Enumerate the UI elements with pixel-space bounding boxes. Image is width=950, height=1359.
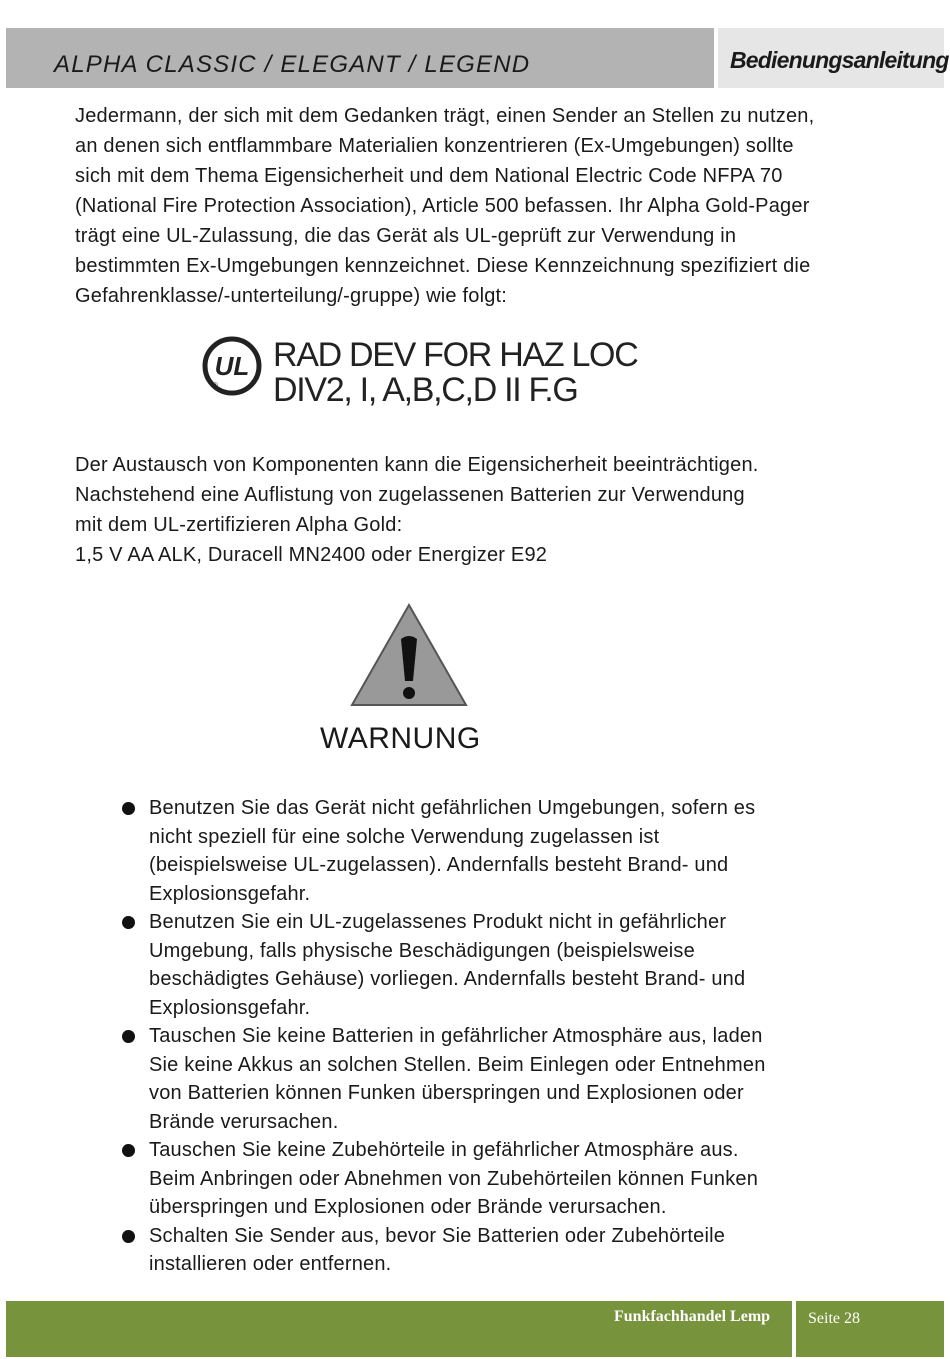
bullet-line: installieren oder entfernen. <box>149 1253 392 1275</box>
bullet-line: (beispielsweise UL-zugelassen). Andernfalls besteht Brand- und <box>149 854 729 876</box>
battery-line: 1,5 V AA ALK, Duracell MN2400 oder Energizer E92 <box>75 544 548 566</box>
bullet-line: Tauschen Sie keine Batterien in gefährlicher Atmosphäre aus, laden <box>149 1025 763 1047</box>
bullet-dot-icon <box>122 1030 135 1043</box>
battery-line: Der Austausch von Komponenten kann die Eigensicherheit beeinträchtigen. <box>75 454 759 476</box>
bullet-dot-icon <box>122 916 135 929</box>
ul-logo-icon <box>202 336 262 396</box>
document-title: ALPHA CLASSIC / ELEGANT / LEGEND <box>54 51 531 78</box>
footer-company: Funkfachhandel Lemp <box>614 1308 771 1325</box>
warning-label: WARNUNG <box>320 722 481 755</box>
bullet-line: nicht speziell für eine solche Verwendung zugelassen ist <box>149 825 660 848</box>
intro-line: sich mit dem Thema Eigensicherheit und dem National Electric Code NFPA 70 <box>75 165 783 187</box>
list-item <box>120 794 766 908</box>
ul-logo-text: UL <box>214 351 250 381</box>
ul-mark-line-2: DIV2, I, A,B,C,D II F.G <box>273 371 578 409</box>
intro-paragraph <box>75 101 814 311</box>
battery-line: mit dem UL-zertifizieren Alpha Gold: <box>75 514 403 536</box>
bullet-line: überspringen und Explosionen oder Brände verursachen. <box>149 1196 667 1218</box>
page-number: Seite 28 <box>808 1310 860 1327</box>
battery-line: Nachstehend eine Auflistung von zugelassenen Batterien zur Verwendung <box>75 484 745 506</box>
bullet-line: beschädigtes Gehäuse) vorliegen. Andernfalls besteht Brand- und <box>149 968 746 990</box>
list-item <box>120 908 766 1022</box>
document-type-label: Bedienungsanleitung <box>730 47 949 73</box>
bullet-dot-icon <box>122 1230 135 1243</box>
bullet-line: von Batterien können Funken überspringen und Explosionen oder <box>149 1082 744 1104</box>
battery-paragraph <box>75 450 759 570</box>
list-item <box>120 1136 766 1222</box>
intro-line: bestimmten Ex-Umgebungen kennzeichnet. Diese Kennzeichnung spezifiziert die <box>75 255 811 277</box>
intro-line: an denen sich entflammbare Materialien konzentrieren (Ex-Umgebungen) sollte <box>75 135 794 157</box>
bullet-line: Explosionsgefahr. <box>149 996 311 1019</box>
warning-triangle-icon <box>350 603 468 707</box>
bullet-line: Umgebung, falls physische Beschädigungen (beispielsweise <box>149 939 695 962</box>
intro-line: Jedermann, der sich mit dem Gedanken trägt, einen Sender an Stellen zu nutzen, <box>75 105 815 127</box>
ul-certification-mark <box>200 332 650 412</box>
bullet-line: Benutzen Sie das Gerät nicht gefährlichen Umgebungen, sofern es <box>149 797 756 819</box>
bullet-line: Brände verursachen. <box>149 1110 339 1133</box>
bullet-dot-icon <box>122 1144 135 1157</box>
bullet-line: Schalten Sie Sender aus, bevor Sie Batterien oder Zubehörteile <box>149 1224 726 1247</box>
list-item <box>120 1222 766 1279</box>
bullet-line: Tauschen Sie keine Zubehörteile in gefährlicher Atmosphäre aus. <box>149 1139 739 1161</box>
ul-mark-line-1: RAD DEV FOR HAZ LOC <box>273 336 638 374</box>
bullet-line: Sie keine Akkus an solchen Stellen. Beim Einlegen oder Entnehmen <box>149 1053 766 1076</box>
bullet-dot-icon <box>122 802 135 815</box>
bullet-line: Benutzen Sie ein UL-zugelassenes Produkt nicht in gefährlicher <box>149 911 727 933</box>
warning-bullet-list <box>120 794 766 1279</box>
bullet-line: Beim Anbringen oder Abnehmen von Zubehörteilen können Funken <box>149 1167 759 1190</box>
intro-line: trägt eine UL-Zulassung, die das Gerät als UL-geprüft zur Verwendung in <box>75 225 737 247</box>
intro-line: (National Fire Protection Association), Article 500 befassen. Ihr Alpha Gold-Pager <box>75 195 810 217</box>
registered-symbol: ® <box>212 381 218 390</box>
bullet-line: Explosionsgefahr. <box>149 882 311 905</box>
intro-line: Gefahrenklasse/-unterteilung/-gruppe) wie folgt: <box>75 285 508 307</box>
list-item <box>120 1022 766 1136</box>
